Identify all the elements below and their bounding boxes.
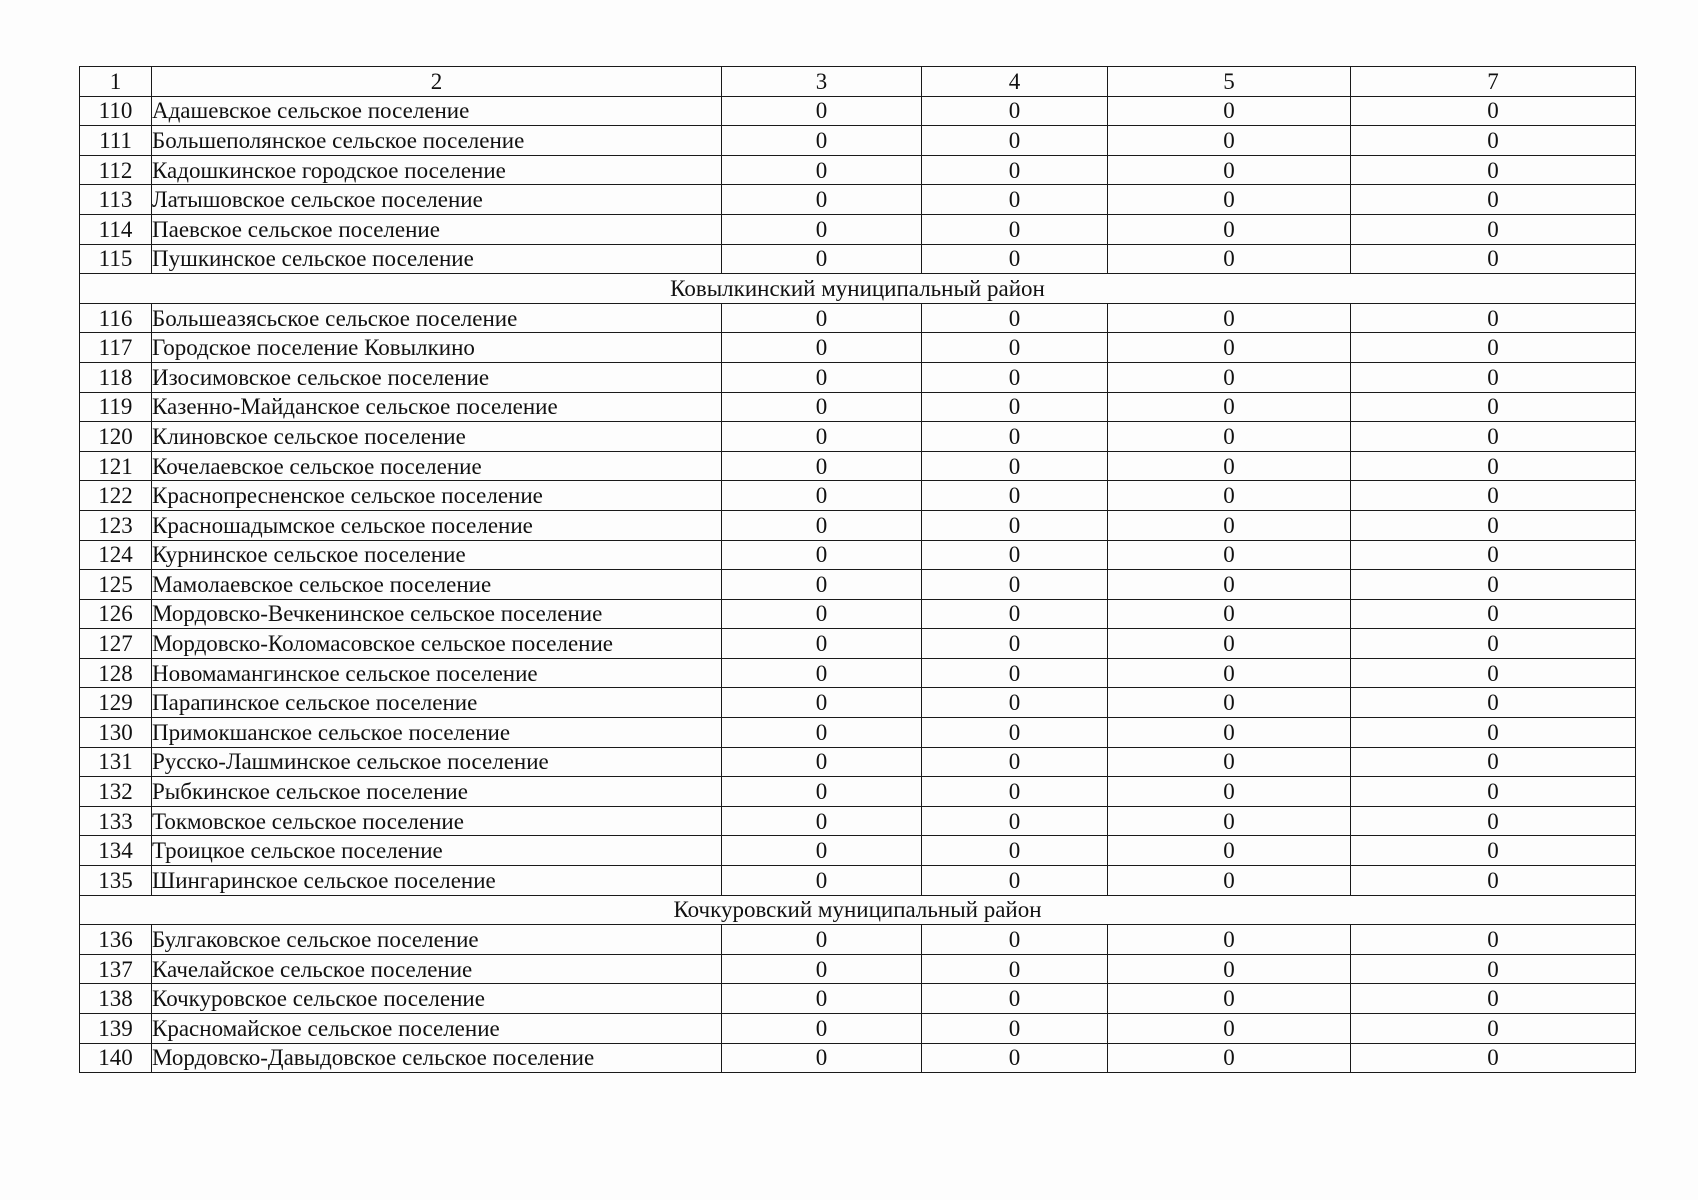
table-row [80,481,1636,511]
table-row [80,806,1636,836]
row-number: 118 [80,362,152,392]
settlement-name: Паевское сельское поселение [152,214,722,244]
row-number: 116 [80,303,152,333]
value-cell: 0 [722,658,922,688]
value-cell: 0 [1108,599,1351,629]
section-title: Ковылкинский муниципальный район [80,274,1636,304]
table-row [80,510,1636,540]
row-number: 113 [80,185,152,215]
value-cell: 0 [722,984,922,1014]
settlement-name: Адашевское сельское поселение [152,96,722,126]
settlement-name: Казенно-Майданское сельское поселение [152,392,722,422]
value-cell: 0 [1108,392,1351,422]
settlement-name: Булгаковское сельское поселение [152,925,722,955]
row-number: 111 [80,126,152,156]
value-cell: 0 [722,954,922,984]
table-row [80,629,1636,659]
table-row [80,866,1636,896]
value-cell: 0 [722,155,922,185]
table-row [80,362,1636,392]
value-cell: 0 [722,214,922,244]
value-cell: 0 [922,362,1108,392]
settlement-name: Кочкуровское сельское поселение [152,984,722,1014]
value-cell: 0 [922,540,1108,570]
value-cell: 0 [1108,718,1351,748]
row-number: 125 [80,570,152,600]
section-title: Кочкуровский муниципальный район [80,895,1636,925]
value-cell: 0 [1108,984,1351,1014]
table-row [80,451,1636,481]
table-row [80,925,1636,955]
value-cell: 0 [1351,836,1636,866]
value-cell: 0 [1108,422,1351,452]
value-cell: 0 [922,984,1108,1014]
row-number: 121 [80,451,152,481]
value-cell: 0 [1351,244,1636,274]
table-row [80,688,1636,718]
value-cell: 0 [922,451,1108,481]
settlement-name: Мордовско-Коломасовское сельское поселение [152,629,722,659]
value-cell: 0 [1108,658,1351,688]
row-number: 126 [80,599,152,629]
value-cell: 0 [1108,155,1351,185]
value-cell: 0 [722,481,922,511]
table-row [80,836,1636,866]
value-cell: 0 [1351,214,1636,244]
settlement-name: Кадошкинское городское поселение [152,155,722,185]
value-cell: 0 [1108,126,1351,156]
settlement-name: Большеазясьское сельское поселение [152,303,722,333]
value-cell: 0 [722,747,922,777]
section-row [80,274,1636,304]
settlement-name: Мамолаевское сельское поселение [152,570,722,600]
value-cell: 0 [1351,540,1636,570]
row-number: 137 [80,954,152,984]
settlement-name: Токмовское сельское поселение [152,806,722,836]
value-cell: 0 [1108,214,1351,244]
value-cell: 0 [1351,1014,1636,1044]
table-row [80,658,1636,688]
value-cell: 0 [922,777,1108,807]
table-row [80,303,1636,333]
value-cell: 0 [1351,866,1636,896]
table-row [80,984,1636,1014]
value-cell: 0 [722,333,922,363]
value-cell: 0 [722,866,922,896]
row-number: 117 [80,333,152,363]
table-row [80,540,1636,570]
table-row [80,599,1636,629]
value-cell: 0 [1108,451,1351,481]
value-cell: 0 [1108,481,1351,511]
value-cell: 0 [1351,155,1636,185]
value-cell: 0 [1351,451,1636,481]
table-row [80,570,1636,600]
row-number: 132 [80,777,152,807]
row-number: 136 [80,925,152,955]
settlement-name: Троицкое сельское поселение [152,836,722,866]
value-cell: 0 [1108,777,1351,807]
value-cell: 0 [1351,718,1636,748]
value-cell: 0 [1351,333,1636,363]
value-cell: 0 [1108,806,1351,836]
value-cell: 0 [722,303,922,333]
value-cell: 0 [922,629,1108,659]
row-number: 129 [80,688,152,718]
value-cell: 0 [722,836,922,866]
row-number: 119 [80,392,152,422]
value-cell: 0 [922,126,1108,156]
value-cell: 0 [922,333,1108,363]
header-cell-1: 1 [80,67,152,97]
value-cell: 0 [722,510,922,540]
value-cell: 0 [1351,954,1636,984]
value-cell: 0 [1351,1043,1636,1073]
value-cell: 0 [922,244,1108,274]
value-cell: 0 [1108,747,1351,777]
value-cell: 0 [1351,688,1636,718]
value-cell: 0 [1108,244,1351,274]
value-cell: 0 [1351,510,1636,540]
value-cell: 0 [922,688,1108,718]
row-number: 134 [80,836,152,866]
value-cell: 0 [922,481,1108,511]
value-cell: 0 [922,422,1108,452]
value-cell: 0 [922,599,1108,629]
value-cell: 0 [1351,599,1636,629]
row-number: 127 [80,629,152,659]
value-cell: 0 [922,96,1108,126]
settlement-name: Красношадымское сельское поселение [152,510,722,540]
value-cell: 0 [722,925,922,955]
value-cell: 0 [1108,925,1351,955]
value-cell: 0 [922,392,1108,422]
header-cell-7: 7 [1351,67,1636,97]
settlement-name: Клиновское сельское поселение [152,422,722,452]
table-header-row [80,67,1636,97]
value-cell: 0 [722,599,922,629]
value-cell: 0 [1351,806,1636,836]
settlement-name: Красномайское сельское поселение [152,1014,722,1044]
value-cell: 0 [1351,658,1636,688]
value-cell: 0 [922,214,1108,244]
settlement-name: Русско-Лашминское сельское поселение [152,747,722,777]
value-cell: 0 [922,925,1108,955]
value-cell: 0 [1351,185,1636,215]
settlement-name: Латышовское сельское поселение [152,185,722,215]
value-cell: 0 [922,510,1108,540]
value-cell: 0 [722,570,922,600]
value-cell: 0 [722,185,922,215]
value-cell: 0 [922,303,1108,333]
row-number: 123 [80,510,152,540]
table-row [80,422,1636,452]
value-cell: 0 [1351,925,1636,955]
value-cell: 0 [1351,747,1636,777]
row-number: 133 [80,806,152,836]
settlement-name: Пушкинское сельское поселение [152,244,722,274]
row-number: 114 [80,214,152,244]
value-cell: 0 [1351,481,1636,511]
value-cell: 0 [922,1043,1108,1073]
value-cell: 0 [722,96,922,126]
value-cell: 0 [1351,984,1636,1014]
settlement-name: Примокшанское сельское поселение [152,718,722,748]
value-cell: 0 [922,718,1108,748]
value-cell: 0 [922,155,1108,185]
value-cell: 0 [922,570,1108,600]
table-row [80,392,1636,422]
value-cell: 0 [1351,362,1636,392]
settlement-name: Изосимовское сельское поселение [152,362,722,392]
table-row [80,777,1636,807]
value-cell: 0 [1351,570,1636,600]
row-number: 140 [80,1043,152,1073]
value-cell: 0 [722,1014,922,1044]
row-number: 128 [80,658,152,688]
value-cell: 0 [722,422,922,452]
row-number: 131 [80,747,152,777]
value-cell: 0 [922,836,1108,866]
settlement-name: Краснопресненское сельское поселение [152,481,722,511]
value-cell: 0 [922,1014,1108,1044]
table-row [80,333,1636,363]
value-cell: 0 [1351,126,1636,156]
value-cell: 0 [722,688,922,718]
value-cell: 0 [1108,1014,1351,1044]
value-cell: 0 [1108,362,1351,392]
value-cell: 0 [922,866,1108,896]
table-row [80,126,1636,156]
row-number: 120 [80,422,152,452]
settlement-name: Рыбкинское сельское поселение [152,777,722,807]
settlement-name: Качелайское сельское поселение [152,954,722,984]
table-row [80,954,1636,984]
value-cell: 0 [722,718,922,748]
row-number: 115 [80,244,152,274]
value-cell: 0 [922,954,1108,984]
value-cell: 0 [922,658,1108,688]
value-cell: 0 [1108,510,1351,540]
value-cell: 0 [722,362,922,392]
table-row [80,155,1636,185]
value-cell: 0 [1108,836,1351,866]
settlements-table [79,66,1636,1073]
table-row [80,718,1636,748]
value-cell: 0 [1108,954,1351,984]
value-cell: 0 [1351,629,1636,659]
value-cell: 0 [922,806,1108,836]
table-row [80,96,1636,126]
settlement-name: Шингаринское сельское поселение [152,866,722,896]
value-cell: 0 [1108,540,1351,570]
value-cell: 0 [1108,185,1351,215]
value-cell: 0 [1108,688,1351,718]
header-cell-4: 4 [922,67,1108,97]
header-cell-2: 2 [152,67,722,97]
value-cell: 0 [722,777,922,807]
value-cell: 0 [1108,1043,1351,1073]
value-cell: 0 [1351,96,1636,126]
settlement-name: Городское поселение Ковылкино [152,333,722,363]
settlement-name: Мордовско-Вечкенинское сельское поселение [152,599,722,629]
value-cell: 0 [1351,422,1636,452]
value-cell: 0 [1108,570,1351,600]
value-cell: 0 [1108,303,1351,333]
value-cell: 0 [722,629,922,659]
value-cell: 0 [722,806,922,836]
row-number: 112 [80,155,152,185]
value-cell: 0 [1108,866,1351,896]
table-row [80,747,1636,777]
row-number: 122 [80,481,152,511]
settlement-name: Мордовско-Давыдовское сельское поселение [152,1043,722,1073]
value-cell: 0 [922,747,1108,777]
header-cell-5: 5 [1108,67,1351,97]
row-number: 110 [80,96,152,126]
row-number: 124 [80,540,152,570]
settlement-name: Большеполянское сельское поселение [152,126,722,156]
value-cell: 0 [1108,96,1351,126]
value-cell: 0 [722,392,922,422]
row-number: 135 [80,866,152,896]
settlement-name: Парапинское сельское поселение [152,688,722,718]
value-cell: 0 [1351,392,1636,422]
header-cell-3: 3 [722,67,922,97]
table-body [80,67,1636,1073]
table-row [80,1014,1636,1044]
value-cell: 0 [1351,777,1636,807]
settlement-name: Кочелаевское сельское поселение [152,451,722,481]
table-row [80,214,1636,244]
settlement-name: Новомамангинское сельское поселение [152,658,722,688]
section-row [80,895,1636,925]
table-row [80,185,1636,215]
value-cell: 0 [1108,629,1351,659]
value-cell: 0 [722,451,922,481]
value-cell: 0 [722,244,922,274]
value-cell: 0 [722,540,922,570]
row-number: 138 [80,984,152,1014]
value-cell: 0 [722,1043,922,1073]
row-number: 130 [80,718,152,748]
table-row [80,244,1636,274]
value-cell: 0 [1108,333,1351,363]
value-cell: 0 [722,126,922,156]
table-row [80,1043,1636,1073]
settlement-name: Курнинское сельское поселение [152,540,722,570]
value-cell: 0 [922,185,1108,215]
row-number: 139 [80,1014,152,1044]
value-cell: 0 [1351,303,1636,333]
